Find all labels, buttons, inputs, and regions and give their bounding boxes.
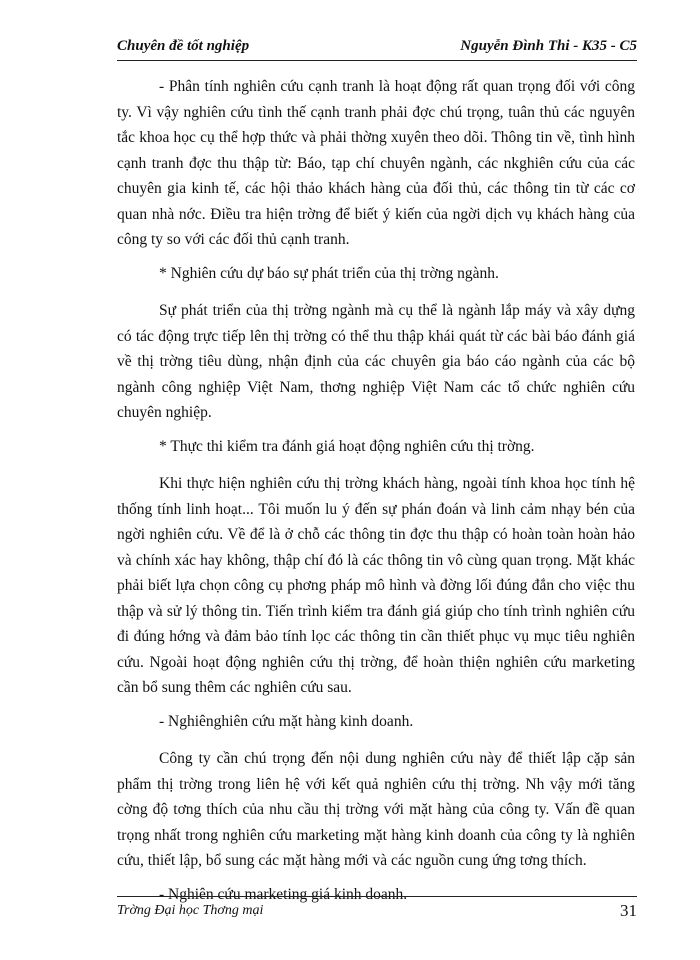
heading-pricing-research: - Nghiên cứu marketing giá kinh doanh.: [159, 885, 408, 903]
heading-market-forecast: * Nghiên cứu dự báo sự phát triển của thị trờng ngành.: [159, 264, 499, 282]
paragraph-product-focus: Công ty cần chú trọng đến nội dung nghiên cứu này để thiết lập cặp sản phẩm thị trờng trong liên hệ với kết quả nghiên cứu thị trờng. Nh vậy mới tăng cờng độ tơng thích của nhu cầu thị trờng với mặt hàng của công ty. Vấn đề quan trọng nhất trong nghiên cứu marketing mặt hàng kinh doanh của công ty là nghiên cứu, thiết lập, bổ sung các mặt hàng mới và các nguồn cung ứng tơng thích.: [117, 750, 635, 869]
page-body: [117, 74, 635, 919]
page-footer: [117, 896, 637, 927]
footer-university: Trờng Đại học Thơng mại: [117, 903, 264, 918]
paragraph-competition-research: - Phân tính nghiên cứu cạnh tranh là hoạt động rất quan trọng đối với công ty. Vì vậy nghiên cứu tình thế cạnh tranh phải đợc chú trọng, tuân thủ các nguyên tắc khoa học cụ thể hợp thức và phải thờng xuyên theo dõi. Thông tin về, tình hình cạnh tranh đợc thu thập từ: Báo, tạp chí chuyên ngành, các nkghiên cứu của các chuyên gia kinh tế, các hội thảo khách hàng của đối thủ, các thông tin từ các cơ quan nhà nớc. Điều tra hiện trờng để biết ý kiến của ngời dịch vụ khách hàng của công ty so với các đối thủ cạnh tranh.: [117, 78, 635, 248]
heading-research-evaluation: * Thực thi kiểm tra đánh giá hoạt động nghiên cứu thị trờng.: [159, 437, 535, 455]
page-number: 31: [620, 901, 637, 920]
paragraph-customer-research: Khi thực hiện nghiên cứu thị trờng khách hàng, ngoài tính khoa học tính hệ thống tính linh hoạt... Tôi muốn lu ý đến sự phán đoán và linh cảm nhạy bén của ngời nghiên cứu. Về để là ở chỗ các thông tin đợc thu thập có hoàn toàn hoàn hảo và chính xác hay không, thập chí đó là các thông tin vô cùng quan trọng. Mặt khác phải biết lựa chọn công cụ phơng pháp mô hình và đờng lối đúng đắn cho việc thu thập và sử lý thông tin. Tiến trình kiểm tra đánh giá giúp cho tính trình nghiên cứu đi đúng hớng và đảm bảo tính lọc các thông tin cần thiết phục vụ mục tiêu nghiên cứu. Ngoài hoạt động nghiên cứu thị trờng, để hoàn thiện nghiên cứu marketing cần bổ sung thêm các nghiên cứu sau.: [117, 475, 635, 696]
paragraph-market-development: Sự phát triển của thị trờng ngành mà cụ thể là ngành lắp máy và xây dựng có tác động trực tiếp lên thị trờng có thể thu thập khái quát từ các bài báo đánh giá về thị trờng tiêu dùng, nhận định của các chuyên gia báo cáo ngành của các bộ ngành công nghiệp Việt Nam, thơng nghiệp Việt Nam các tổ chức nghiên cứu chuyên nghiệp.: [117, 302, 635, 421]
header-author: Nguyễn Đình Thi - K35 - C5: [460, 38, 637, 54]
heading-product-research: - Nghiênghiên cứu mặt hàng kinh doanh.: [159, 712, 414, 730]
header-title: Chuyên đề tốt nghiệp: [117, 38, 250, 54]
page-header: [117, 36, 637, 61]
